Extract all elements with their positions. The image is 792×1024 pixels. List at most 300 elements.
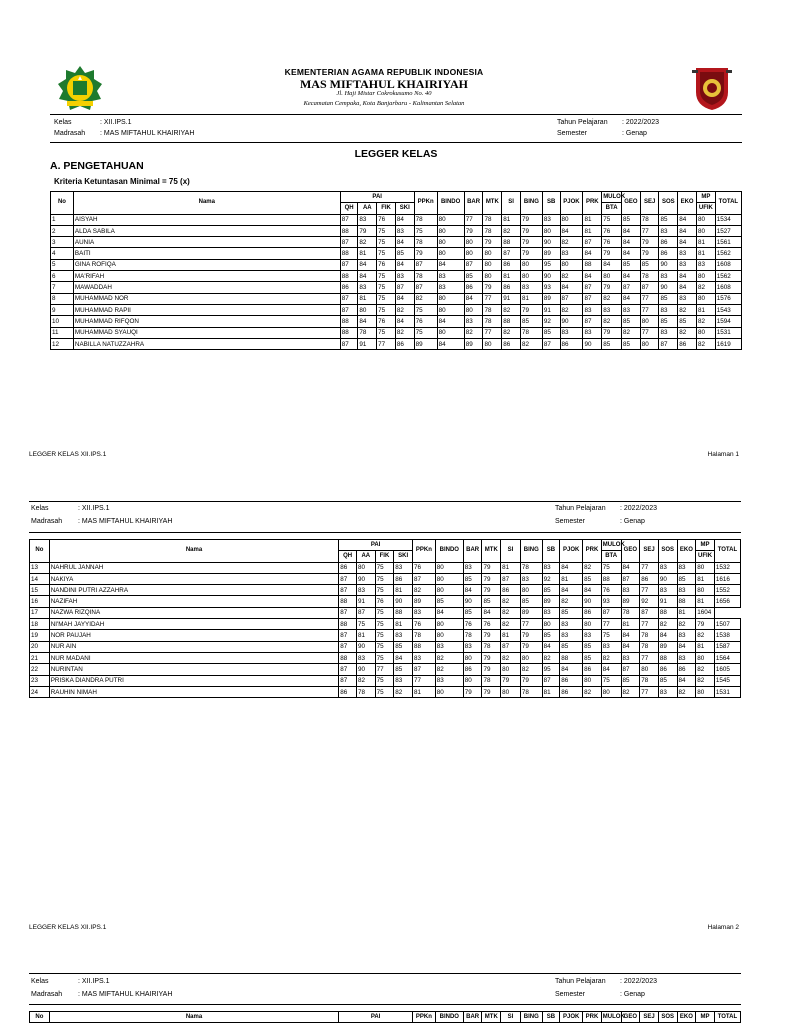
cell-score: 84 [437, 259, 464, 270]
cell-score: 81 [412, 686, 435, 697]
cell-score: 82 [621, 686, 640, 697]
col-geo: GEO [621, 192, 640, 215]
cell-no: 23 [30, 675, 50, 686]
cell-score: 87 [412, 573, 435, 584]
table-row [51, 327, 742, 338]
cell-score: 75 [602, 214, 622, 225]
cell-no: 4 [51, 248, 74, 259]
kkm-criteria: Kriteria Ketuntasan Minimal = 75 (x) [54, 177, 190, 186]
tahun-label-p2: Tahun Pelajaran [555, 505, 606, 512]
cell-score: 85 [394, 641, 413, 652]
col-sb: SB [542, 540, 560, 563]
cell-score: 83 [542, 562, 560, 573]
col-si: SI [502, 192, 521, 215]
cell-score: 84 [464, 293, 483, 304]
cell-score: 76 [463, 619, 482, 630]
cell-score: 80 [696, 225, 715, 236]
cell-score: 1531 [714, 686, 740, 697]
cell-score: 87 [340, 293, 358, 304]
cell-score: 88 [340, 225, 358, 236]
cell-score: 83 [658, 585, 677, 596]
cell-score: 79 [501, 675, 521, 686]
cell-score: 75 [601, 630, 621, 641]
cell-score: 88 [339, 619, 357, 630]
cell-score: 87 [583, 293, 602, 304]
cell-score: 80 [437, 327, 464, 338]
cell-score: 87 [583, 316, 602, 327]
cell-score: 83 [621, 304, 640, 315]
cell-score: 81 [520, 293, 542, 304]
table-row [51, 259, 742, 270]
legger-table-page-3 [29, 1011, 741, 1023]
cell-score: 1587 [714, 641, 740, 652]
cell-score: 75 [601, 562, 621, 573]
cell-score: 90 [356, 573, 375, 584]
cell-score: 95 [542, 259, 560, 270]
col-bar: BAR [463, 1012, 482, 1023]
cell-score: 84 [560, 282, 583, 293]
cell-score: 84 [560, 225, 583, 236]
cell-score: 87 [339, 641, 357, 652]
cell-score: 75 [375, 619, 394, 630]
cell-score: 83 [560, 248, 583, 259]
cell-score: 85 [583, 641, 602, 652]
table-row [30, 562, 741, 573]
semester-value-p3: : Genap [620, 991, 645, 998]
cell-score: 77 [640, 304, 659, 315]
letterhead-divider [50, 114, 742, 115]
cell-score: 75 [377, 327, 396, 338]
cell-score: 82 [435, 652, 463, 663]
cell-score: 79 [520, 225, 542, 236]
cell-score: 87 [412, 664, 435, 675]
cell-score: 83 [560, 630, 583, 641]
cell-score: 80 [437, 214, 464, 225]
cell-score: 86 [560, 686, 583, 697]
col-pai: PAI [339, 1012, 413, 1023]
cell-score: 89 [520, 607, 542, 618]
cell-score: 79 [482, 686, 501, 697]
cell-score: 81 [501, 562, 521, 573]
cell-score: 83 [463, 641, 482, 652]
cell-score: 82 [602, 316, 622, 327]
cell-score: 79 [520, 237, 542, 248]
cell-score: 86 [560, 675, 583, 686]
cell-score: 77 [375, 664, 394, 675]
cell-score: 85 [435, 596, 463, 607]
cell-score: 82 [621, 327, 640, 338]
cell-score: 81 [677, 607, 696, 618]
cell-score: 79 [482, 652, 501, 663]
cell-score: 80 [464, 248, 483, 259]
cell-score: 85 [482, 596, 501, 607]
cell-score: 85 [659, 293, 678, 304]
cell-score: 81 [696, 304, 715, 315]
col-total: TOTAL [715, 192, 741, 215]
cell-score: 90 [542, 237, 560, 248]
cell-score: 84 [621, 630, 640, 641]
col-mp: MP [696, 1012, 715, 1023]
cell-score: 85 [542, 585, 560, 596]
cell-score: 85 [463, 573, 482, 584]
semester-label-p2: Semester [555, 518, 585, 525]
cell-score: 78 [412, 630, 435, 641]
col-sb: SB [542, 1012, 560, 1023]
cell-score: 76 [601, 585, 621, 596]
cell-score: 84 [358, 271, 377, 282]
cell-score: 81 [696, 641, 715, 652]
cell-score: 80 [696, 327, 715, 338]
cell-score: 80 [435, 630, 463, 641]
cell-score: 78 [414, 271, 437, 282]
cell-score: 87 [464, 259, 483, 270]
cell-score: 83 [621, 585, 640, 596]
col-bar: BAR [464, 192, 483, 215]
col-prk: PRK [583, 192, 602, 215]
cell-score: 82 [560, 304, 583, 315]
col-ppkn: PPKn [412, 540, 435, 563]
cell-score: 80 [435, 585, 463, 596]
cell-nama: RAUHIN NIMAH [49, 686, 339, 697]
cell-score: 78 [640, 641, 659, 652]
legger-table-page-2 [29, 539, 741, 698]
cell-score: 81 [696, 573, 715, 584]
col-prk: PRK [583, 1012, 602, 1023]
cell-score: 85 [583, 652, 602, 663]
cell-score: 87 [340, 214, 358, 225]
col-mulok: MULOK [602, 192, 622, 203]
cell-score: 77 [640, 686, 659, 697]
cell-score: 84 [358, 259, 377, 270]
cell-score: 81 [696, 596, 715, 607]
cell-score: 83 [583, 630, 602, 641]
cell-score: 83 [601, 641, 621, 652]
col-ppkn: PPKn [414, 192, 437, 215]
table-row [51, 304, 742, 315]
table-row [51, 214, 742, 225]
cell-score: 90 [659, 259, 678, 270]
cell-score: 1562 [715, 248, 741, 259]
cell-score: 86 [658, 664, 677, 675]
cell-score: 87 [395, 282, 414, 293]
cell-score: 76 [482, 619, 501, 630]
cell-score: 82 [414, 293, 437, 304]
cell-score: 88 [339, 596, 357, 607]
cell-score: 82 [678, 327, 697, 338]
cell-score: 88 [340, 248, 358, 259]
cell-score: 87 [601, 607, 621, 618]
cell-score: 78 [483, 225, 502, 236]
col-sej: SEJ [640, 192, 659, 215]
cell-score: 80 [501, 686, 521, 697]
col-si: SI [501, 540, 521, 563]
cell-score: 79 [520, 630, 542, 641]
cell-score: 89 [464, 338, 483, 349]
col-bing: BING [520, 1012, 542, 1023]
cell-score: 80 [640, 316, 659, 327]
cell-nama: NAZIFAH [49, 596, 339, 607]
cell-score: 77 [640, 562, 659, 573]
cell-score: 82 [502, 225, 521, 236]
cell-score: 84 [395, 316, 414, 327]
cell-score: 80 [463, 652, 482, 663]
cell-score: 76 [602, 225, 622, 236]
cell-score: 77 [483, 293, 502, 304]
ministry-name: KEMENTERIAN AGAMA REPUBLIK INDONESIA [284, 67, 484, 77]
cell-score: 87 [339, 664, 357, 675]
cell-score: 88 [583, 259, 602, 270]
cell-no: 17 [30, 607, 50, 618]
cell-score: 85 [583, 573, 602, 584]
kelas-label-p3: Kelas [31, 978, 49, 985]
cell-score: 79 [482, 562, 501, 573]
cell-score: 85 [520, 316, 542, 327]
cell-score: 87 [640, 607, 659, 618]
cell-score: 86 [583, 664, 602, 675]
cell-score: 84 [621, 641, 640, 652]
cell-score: 80 [696, 271, 715, 282]
cell-score: 80 [464, 237, 483, 248]
cell-score: 80 [435, 686, 463, 697]
cell-score: 83 [435, 675, 463, 686]
cell-score: 82 [677, 686, 696, 697]
col-geo: GEO [621, 1012, 640, 1023]
cell-score: 82 [560, 596, 583, 607]
cell-score: 82 [677, 619, 696, 630]
cell-score: 92 [542, 573, 560, 584]
cell-score: 79 [640, 248, 659, 259]
cell-score: 80 [696, 585, 715, 596]
cell-score: 80 [483, 259, 502, 270]
tahun-label: Tahun Pelajaran [557, 119, 608, 126]
cell-score: 1604 [696, 607, 715, 618]
cell-score: 82 [601, 652, 621, 663]
cell-no: 12 [51, 338, 74, 349]
cell-score: 1532 [714, 562, 740, 573]
school-address-line-2: Kecamatan Cempaka, Kota Banjarbaru - Kalimantan Selatan [303, 100, 465, 107]
cell-score: 80 [560, 214, 583, 225]
cell-score: 75 [414, 327, 437, 338]
cell-score: 86 [339, 686, 357, 697]
cell-score: 80 [483, 338, 502, 349]
cell-score: 79 [464, 225, 483, 236]
cell-score: 83 [437, 282, 464, 293]
cell-score: 75 [375, 675, 394, 686]
table-row [30, 630, 741, 641]
cell-score: 83 [463, 562, 482, 573]
cell-score: 75 [375, 686, 394, 697]
cell-score: 77 [640, 293, 659, 304]
cell-score: 84 [658, 630, 677, 641]
cell-score: 82 [678, 304, 697, 315]
cell-score: 85 [542, 327, 560, 338]
cell-score: 83 [677, 652, 696, 663]
cell-score: 80 [437, 237, 464, 248]
cell-score: 78 [640, 675, 659, 686]
cell-score: 83 [658, 562, 677, 573]
col-mp: MP [696, 540, 715, 551]
cell-score: 86 [678, 338, 697, 349]
cell-score: 82 [356, 675, 375, 686]
cell-no: 7 [51, 282, 74, 293]
cell-score: 82 [583, 562, 602, 573]
cell-score: 89 [542, 293, 560, 304]
cell-score: 83 [464, 316, 483, 327]
cell-score: 84 [395, 237, 414, 248]
cell-score: 80 [356, 562, 375, 573]
cell-score: 91 [356, 596, 375, 607]
cell-score: 1561 [715, 237, 741, 248]
cell-nama: PRISKA DIANDRA PUTRI [49, 675, 339, 686]
cell-nama: NURINTAN [49, 664, 339, 675]
cell-score: 80 [520, 259, 542, 270]
cell-score: 84 [583, 585, 602, 596]
col-mtk: MTK [482, 540, 501, 563]
cell-score: 75 [375, 585, 394, 596]
cell-score: 83 [437, 271, 464, 282]
cell-score: 1527 [715, 225, 741, 236]
madrasah-value-p2: : MAS MIFTAHUL KHAIRIYAH [78, 518, 173, 525]
cell-score: 78 [520, 686, 542, 697]
col-pjok: PJOK [560, 540, 583, 563]
cell-score: 89 [542, 596, 560, 607]
cell-score: 78 [640, 214, 659, 225]
col-mp: MP [696, 192, 715, 203]
cell-score: 84 [482, 607, 501, 618]
cell-score: 1564 [714, 652, 740, 663]
cell-nama: ALDA SABILA [73, 225, 340, 236]
col-bing: BING [520, 540, 542, 563]
col-geo: GEO [621, 540, 640, 563]
cell-score: 88 [339, 652, 357, 663]
cell-score: 87 [542, 675, 560, 686]
cell-score: 84 [395, 214, 414, 225]
cell-score: 84 [437, 338, 464, 349]
cell-score: 81 [358, 248, 377, 259]
cell-score: 88 [658, 652, 677, 663]
cell-score: 86 [640, 573, 659, 584]
cell-score: 88 [412, 641, 435, 652]
cell-score: 77 [483, 327, 502, 338]
cell-score: 76 [412, 619, 435, 630]
cell-score: 1507 [714, 619, 740, 630]
school-address-line-1: Jl. Haji Mistar Cokrokusumo No. 40 [336, 90, 432, 97]
cell-score: 83 [394, 675, 413, 686]
cell-score: 82 [358, 237, 377, 248]
cell-score: 80 [560, 259, 583, 270]
cell-score: 83 [394, 562, 413, 573]
cell-score: 77 [640, 225, 659, 236]
cell-score: 83 [677, 630, 696, 641]
cell-score: 83 [602, 304, 622, 315]
cell-score: 88 [502, 237, 521, 248]
table-row [51, 237, 742, 248]
footer-legger-page-1: LEGGER KELAS XII.IPS.1 [29, 451, 107, 458]
kelas-value-p3: : XII.IPS.1 [78, 978, 110, 985]
cell-score: 85 [658, 675, 677, 686]
cell-score: 90 [356, 641, 375, 652]
cell-no: 24 [30, 686, 50, 697]
cell-score: 90 [463, 596, 482, 607]
cell-score: 87 [659, 338, 678, 349]
cell-score: 75 [375, 641, 394, 652]
cell-score: 82 [502, 327, 521, 338]
col-no: No [30, 540, 50, 563]
cell-score: 87 [542, 338, 560, 349]
madrasah-label-p2: Madrasah [31, 518, 63, 525]
cell-score: 87 [583, 282, 602, 293]
cell-score: 77 [464, 214, 483, 225]
cell-score: 82 [602, 293, 622, 304]
section-title: A. PENGETAHUAN [50, 160, 144, 172]
cell-score: 76 [377, 316, 396, 327]
cell-score: 83 [412, 652, 435, 663]
cell-score: 77 [640, 585, 659, 596]
cell-nama: MA'RIFAH [73, 271, 340, 282]
cell-score: 79 [463, 686, 482, 697]
cell-score: 80 [464, 304, 483, 315]
cell-score: 91 [502, 293, 521, 304]
table-row [51, 271, 742, 282]
col-bindo: BINDO [435, 1012, 463, 1023]
cell-score: 78 [463, 630, 482, 641]
cell-score: 87 [414, 282, 437, 293]
col-eko: EKO [678, 192, 697, 215]
cell-score: 79 [696, 619, 715, 630]
col-pai-qh: QH [340, 203, 358, 214]
cell-score: 79 [482, 585, 501, 596]
col-total: TOTAL [714, 540, 740, 563]
cell-score: 93 [542, 282, 560, 293]
cell-score: 83 [358, 214, 377, 225]
cell-score: 82 [502, 304, 521, 315]
cell-score: 86 [659, 248, 678, 259]
cell-score: 79 [520, 641, 542, 652]
cell-score: 80 [437, 293, 464, 304]
cell-score: 81 [394, 619, 413, 630]
cell-score: 84 [463, 585, 482, 596]
cell-no: 3 [51, 237, 74, 248]
semester-value: : Genap [622, 130, 647, 137]
col-mtk: MTK [482, 1012, 501, 1023]
col-pai-ski: SKI [395, 203, 414, 214]
cell-score: 77 [640, 327, 659, 338]
cell-score: 83 [542, 607, 560, 618]
cell-score: 81 [394, 585, 413, 596]
cell-score: 89 [412, 596, 435, 607]
cell-nama: NAZWA RIZQINA [49, 607, 339, 618]
cell-score: 80 [583, 619, 602, 630]
page-3-top-divider [29, 973, 741, 974]
cell-score: 87 [340, 338, 358, 349]
col-pai-fik: FIK [375, 551, 394, 562]
page-3-info-divider [29, 1004, 741, 1005]
cell-score: 84 [621, 237, 640, 248]
cell-score: 83 [696, 259, 715, 270]
cell-score: 75 [377, 248, 396, 259]
cell-score: 83 [394, 630, 413, 641]
col-pai-aa: AA [358, 203, 377, 214]
cell-score: 76 [377, 259, 396, 270]
cell-score: 1576 [715, 293, 741, 304]
cell-score: 80 [435, 619, 463, 630]
cell-score: 80 [542, 619, 560, 630]
tahun-label-p3: Tahun Pelajaran [555, 978, 606, 985]
cell-score: 87 [340, 237, 358, 248]
cell-score: 79 [482, 664, 501, 675]
cell-score: 80 [520, 271, 542, 282]
col-bing: BING [520, 192, 542, 215]
